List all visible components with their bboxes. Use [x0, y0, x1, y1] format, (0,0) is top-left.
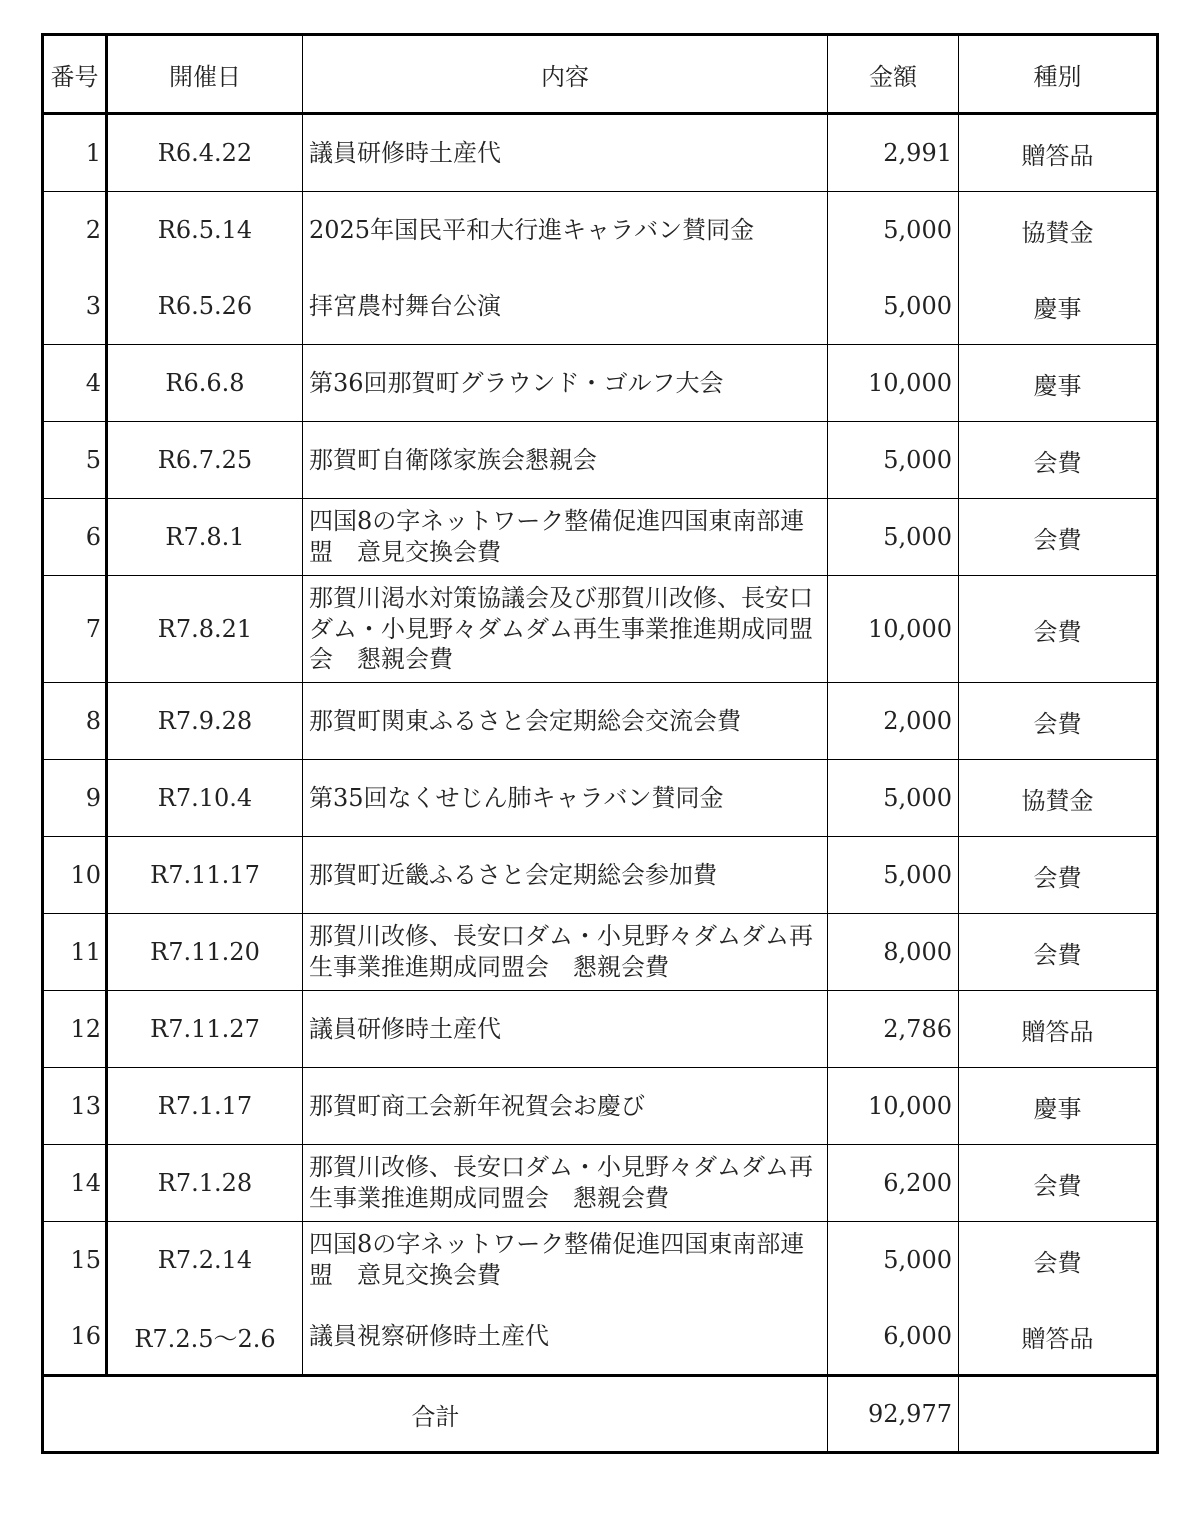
row-content: 四国8の字ネットワーク整備促進四国東南部連盟 意見交換会費 — [303, 1222, 828, 1299]
row-content: 議員研修時土産代 — [303, 991, 828, 1068]
table-row — [43, 837, 1158, 914]
row-amount: 5,000 — [828, 268, 959, 345]
row-content: 拝宮農村舞台公演 — [303, 268, 828, 345]
row-content: 那賀町自衛隊家族会懇親会 — [303, 422, 828, 499]
row-amount: 6,000 — [828, 1298, 959, 1376]
row-amount: 5,000 — [828, 1222, 959, 1299]
row-amount: 10,000 — [828, 576, 959, 683]
row-date: R6.6.8 — [107, 345, 303, 422]
row-amount: 2,991 — [828, 114, 959, 192]
row-date: R7.2.14 — [107, 1222, 303, 1299]
row-category: 贈答品 — [959, 114, 1158, 192]
row-date: R7.10.4 — [107, 760, 303, 837]
table-row — [43, 576, 1158, 683]
row-category: 慶事 — [959, 268, 1158, 345]
table-row — [43, 114, 1158, 192]
row-amount: 5,000 — [828, 192, 959, 269]
table-row — [43, 192, 1158, 269]
row-content: 議員視察研修時土産代 — [303, 1298, 828, 1376]
table-row — [43, 1298, 1158, 1376]
row-no: 2 — [43, 192, 107, 269]
header-no: 番号 — [43, 35, 107, 114]
total-category — [959, 1376, 1158, 1453]
row-category: 贈答品 — [959, 991, 1158, 1068]
total-amount: 92,977 — [828, 1376, 959, 1453]
row-no: 16 — [43, 1298, 107, 1376]
row-no: 10 — [43, 837, 107, 914]
row-date: R6.5.14 — [107, 192, 303, 269]
row-no: 1 — [43, 114, 107, 192]
row-content: 那賀町商工会新年祝賀会お慶び — [303, 1068, 828, 1145]
row-content: 第35回なくせじん肺キャラバン賛同金 — [303, 760, 828, 837]
row-no: 14 — [43, 1145, 107, 1222]
total-label: 合計 — [43, 1376, 828, 1453]
row-no: 13 — [43, 1068, 107, 1145]
row-date: R6.7.25 — [107, 422, 303, 499]
row-content: 四国8の字ネットワーク整備促進四国東南部連盟 意見交換会費 — [303, 499, 828, 576]
row-no: 11 — [43, 914, 107, 991]
table-row — [43, 1145, 1158, 1222]
table-row — [43, 1068, 1158, 1145]
row-category: 贈答品 — [959, 1298, 1158, 1376]
row-date: R7.1.28 — [107, 1145, 303, 1222]
row-category: 協賛金 — [959, 192, 1158, 269]
row-date: R6.4.22 — [107, 114, 303, 192]
table-row — [43, 499, 1158, 576]
header-content: 内容 — [303, 35, 828, 114]
row-category: 慶事 — [959, 1068, 1158, 1145]
row-date: R7.8.1 — [107, 499, 303, 576]
row-amount: 10,000 — [828, 345, 959, 422]
table-row — [43, 345, 1158, 422]
row-amount: 5,000 — [828, 499, 959, 576]
row-date: R6.5.26 — [107, 268, 303, 345]
row-content: 那賀川改修、長安口ダム・小見野々ダムダム再生事業推進期成同盟会 懇親会費 — [303, 1145, 828, 1222]
expense-table — [41, 33, 1159, 1454]
total-row — [43, 1376, 1158, 1453]
row-content: 議員研修時土産代 — [303, 114, 828, 192]
row-category: 会費 — [959, 422, 1158, 499]
row-content: 2025年国民平和大行進キャラバン賛同金 — [303, 192, 828, 269]
row-amount: 6,200 — [828, 1145, 959, 1222]
row-category: 会費 — [959, 1145, 1158, 1222]
header-row — [43, 35, 1158, 114]
header-date: 開催日 — [107, 35, 303, 114]
row-date: R7.9.28 — [107, 683, 303, 760]
row-content: 那賀川渇水対策協議会及び那賀川改修、長安口ダム・小見野々ダムダム再生事業推進期成同盟会 懇親会費 — [303, 576, 828, 683]
row-category: 会費 — [959, 576, 1158, 683]
row-no: 5 — [43, 422, 107, 499]
row-amount: 2,786 — [828, 991, 959, 1068]
table-row — [43, 683, 1158, 760]
row-no: 4 — [43, 345, 107, 422]
row-no: 15 — [43, 1222, 107, 1299]
row-amount: 8,000 — [828, 914, 959, 991]
table-row — [43, 268, 1158, 345]
row-category: 会費 — [959, 683, 1158, 760]
row-amount: 2,000 — [828, 683, 959, 760]
row-date: R7.11.20 — [107, 914, 303, 991]
table-row — [43, 914, 1158, 991]
row-date: R7.1.17 — [107, 1068, 303, 1145]
table-row — [43, 422, 1158, 499]
table-row — [43, 1222, 1158, 1299]
row-content: 第36回那賀町グラウンド・ゴルフ大会 — [303, 345, 828, 422]
row-no: 6 — [43, 499, 107, 576]
row-amount: 5,000 — [828, 837, 959, 914]
row-date: R7.11.27 — [107, 991, 303, 1068]
row-date: R7.2.5～2.6 — [107, 1298, 303, 1376]
row-category: 会費 — [959, 914, 1158, 991]
table-row — [43, 760, 1158, 837]
row-no: 9 — [43, 760, 107, 837]
row-no: 7 — [43, 576, 107, 683]
row-content: 那賀町近畿ふるさと会定期総会参加費 — [303, 837, 828, 914]
row-date: R7.11.17 — [107, 837, 303, 914]
row-amount: 5,000 — [828, 760, 959, 837]
row-date: R7.8.21 — [107, 576, 303, 683]
header-category: 種別 — [959, 35, 1158, 114]
row-no: 12 — [43, 991, 107, 1068]
row-content: 那賀川改修、長安口ダム・小見野々ダムダム再生事業推進期成同盟会 懇親会費 — [303, 914, 828, 991]
row-category: 会費 — [959, 837, 1158, 914]
row-category: 協賛金 — [959, 760, 1158, 837]
row-category: 会費 — [959, 1222, 1158, 1299]
row-no: 3 — [43, 268, 107, 345]
row-no: 8 — [43, 683, 107, 760]
row-amount: 10,000 — [828, 1068, 959, 1145]
row-category: 慶事 — [959, 345, 1158, 422]
header-amount: 金額 — [828, 35, 959, 114]
row-content: 那賀町関東ふるさと会定期総会交流会費 — [303, 683, 828, 760]
row-category: 会費 — [959, 499, 1158, 576]
table-row — [43, 991, 1158, 1068]
row-amount: 5,000 — [828, 422, 959, 499]
